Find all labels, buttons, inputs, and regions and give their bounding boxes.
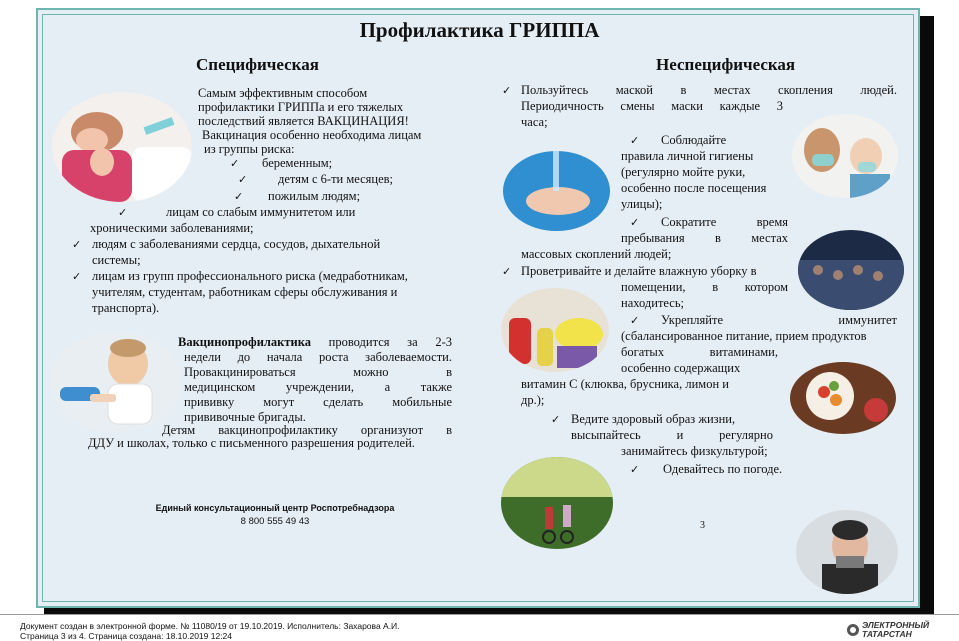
cycling-photo [501,457,613,549]
checkmark-icon: ✓ [234,191,244,203]
checkmark-icon: ✓ [630,217,640,229]
contact-phone: 8 800 555 49 43 [240,516,310,527]
page-number: 3 [700,520,705,531]
list-item: системы; [92,253,141,267]
checkmark-icon: ✓ [630,135,640,147]
list-item: лицам со слабым иммунитетом или [166,205,356,219]
list-item: транспорта). [92,301,160,315]
handwashing-photo [503,151,610,231]
checkmark-icon: ✓ [502,266,512,278]
footer-document-info: Документ создан в электронной форме. № 11080/19 от 19.10.2019. Исполнитель: Захарова А.И. [20,621,400,631]
checkmark-icon: ✓ [72,239,82,251]
logo-icon [846,623,860,637]
checkmark-icon: ✓ [630,315,640,327]
list-item: людям с заболеваниями сердца, сосудов, дыхательной [92,237,381,251]
nonspecific-heading: Неспецифическая [656,55,796,74]
page-title: Профилактика ГРИППА [359,18,600,42]
footer-page-info: Страница 3 из 4. Страница создана: 18.10.2019 12:24 [20,631,233,641]
checkmark-icon: ✓ [230,158,240,170]
healthy-food-photo [790,362,896,434]
vacc-bold: Вакцинопрофилактика [178,335,311,349]
checkmark-icon: ✓ [551,414,561,426]
specific-heading: Специфическая [196,55,319,74]
page-shadow-right [920,16,934,608]
checkmark-icon: ✓ [502,85,512,97]
crowd-photo [798,230,904,310]
cold-weather-photo [796,510,898,594]
checkmark-icon: ✓ [630,464,640,476]
baby-vaccination-photo [50,332,182,432]
vaccination-photo [52,92,192,202]
list-item: беременным; [262,156,333,170]
cleaning-photo [501,288,609,372]
list-item: учителям, студентам, работникам сферы обслуживания и [92,285,398,299]
checkmark-icon: ✓ [238,174,248,186]
list-item: детям с 6-ти месяцев; [278,172,394,186]
list-item: пожилым людям; [268,189,361,203]
checkmark-icon: ✓ [72,271,82,283]
checkmark-icon: ✓ [118,207,128,219]
masked-people-photo [792,114,898,198]
contact-center: Единый консультационный центр Роспотребнадзора [155,503,395,513]
list-item: хроническими заболеваниями; [90,221,254,235]
list-item: лицам из групп профессионального риска (медработникам, [92,269,408,283]
